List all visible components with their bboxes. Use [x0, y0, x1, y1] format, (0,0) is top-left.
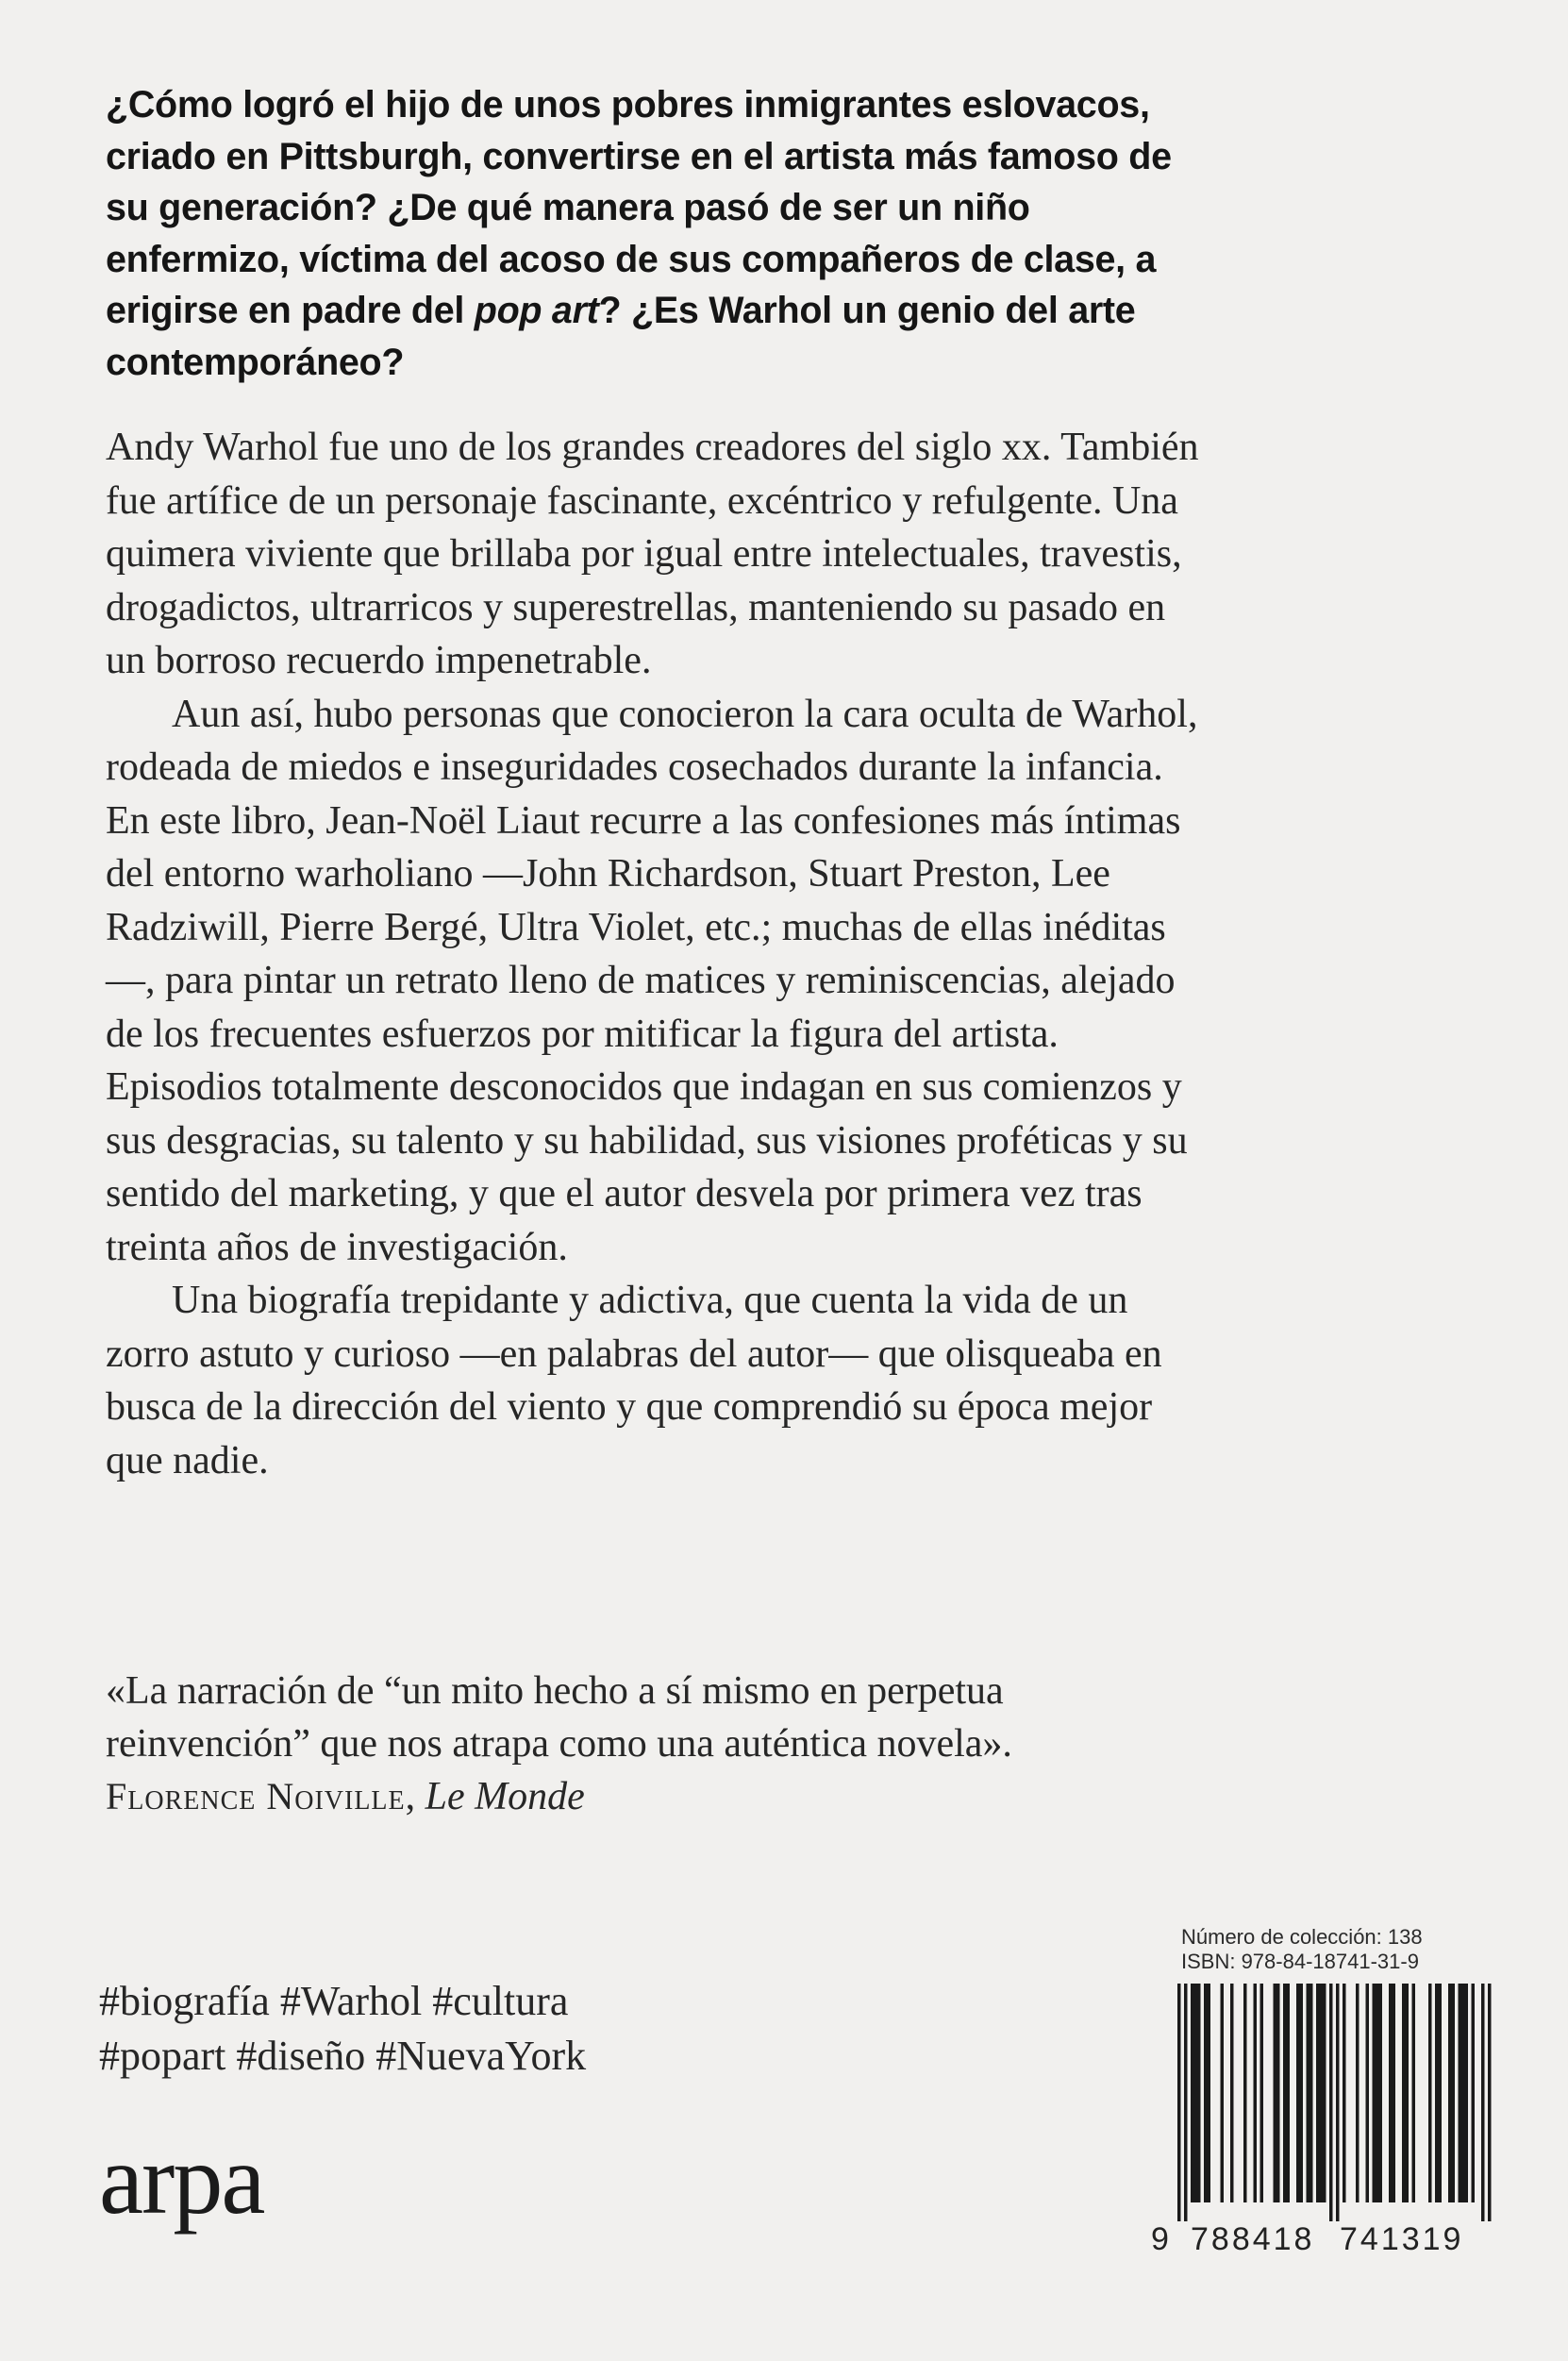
barcode-bar [1459, 1984, 1462, 2202]
press-quote [106, 1665, 1200, 1823]
barcode-bar [1283, 1984, 1287, 2202]
hashtags-line-1: #biografía #Warhol #cultura [99, 1978, 569, 2024]
quote-separator: , [405, 1775, 425, 1818]
barcode-bar [1448, 1984, 1452, 2202]
quote-author: Florence Noiville [106, 1775, 406, 1817]
barcode-bar [1254, 1984, 1258, 2202]
barcode-bar [1488, 1984, 1492, 2221]
barcode-bar [1428, 1984, 1432, 2202]
barcode-bar [1461, 1984, 1465, 2202]
barcode-bar [1208, 1984, 1211, 2202]
barcode-block [1151, 1925, 1502, 2257]
collection-number: Número de colección: 138 [1181, 1925, 1423, 1949]
barcode-bar [1230, 1984, 1234, 2202]
barcode-bar [1260, 1984, 1264, 2202]
barcode-bar [1309, 1984, 1313, 2202]
barcode-bar [1316, 1984, 1320, 2202]
barcode-bar [1323, 1984, 1326, 2202]
barcode-bar [1329, 1984, 1333, 2221]
quote-attribution [106, 1770, 1200, 1823]
barcode-bar [1465, 1984, 1469, 2202]
barcode-bar [1376, 1984, 1379, 2202]
barcode-bar [1402, 1984, 1406, 2202]
barcode-bar [1373, 1984, 1376, 2202]
barcode-bar [1412, 1984, 1416, 2202]
barcode-bar [1320, 1984, 1324, 2202]
barcode-bar [1435, 1984, 1439, 2202]
barcode-bar [1274, 1984, 1277, 2202]
barcode-bar [1336, 1984, 1340, 2221]
barcode-bar [1221, 1984, 1225, 2202]
barcode-bar [1439, 1984, 1443, 2202]
publisher-logo: arpa [99, 2124, 264, 2235]
synopsis [106, 421, 1200, 1487]
barcode-bar [1356, 1984, 1359, 2202]
lead-question [106, 79, 1181, 388]
quote-text: «La narración de “un mito hecho a sí mismo en perpetua reinvención” que nos atrapa como una auténtica novela». [106, 1669, 1012, 1766]
synopsis-paragraph-3: Una biografía trepidante y adictiva, que cuenta la vida de un zorro astuto y curioso —en palabras del autor— que olisqueaba en busca de la dirección del viento y que comprendió su época mejor que nadie. [106, 1279, 1162, 1482]
barcode-bar [1287, 1984, 1291, 2202]
barcode-bar [1406, 1984, 1410, 2202]
barcode-bar [1191, 1984, 1194, 2202]
barcode-digits-left: 788418 [1191, 2221, 1315, 2257]
barcode-bar [1300, 1984, 1304, 2202]
isbn-text: ISBN: 978-84-18741-31-9 [1181, 1950, 1419, 1973]
barcode-bar [1184, 1984, 1188, 2221]
barcode-bar [1343, 1984, 1346, 2202]
barcode-bar [1481, 1984, 1485, 2221]
barcode-bar [1197, 1984, 1201, 2202]
synopsis-paragraph-2: Aun así, hubo personas que conocieron la cara oculta de Warhol, rodeada de miedos e inseguridades cosechados durante la infancia. En este libro, Jean-Noël Liaut recurre a las confesiones más íntimas del entorno warholiano —John Richardson, Stuart Preston, Lee Radziwill, Pierre Bergé, Ultra Violet, etc.; muchas de ellas inéditas—, para pintar un retrato lleno de matices y reminiscencias, alejado de los frecuentes esfuerzos por mitificar la figura del artista. Episodios totalmente desconocidos que indagan en sus comienzos y sus desgracias, su talento y su habilidad, sus visiones proféticas y su sentido del marketing, y que el autor desvela por primera vez tras treinta años de investigación. [106, 692, 1198, 1269]
barcode-bar [1307, 1984, 1310, 2202]
lead-italic: pop art [474, 290, 599, 331]
quote-source: Le Monde [425, 1775, 585, 1818]
barcode-bar [1243, 1984, 1247, 2202]
barcode-digits-right: 741319 [1340, 2221, 1464, 2257]
barcode [1151, 1984, 1502, 2257]
barcode-bar [1379, 1984, 1383, 2202]
hashtags [99, 1974, 586, 2084]
barcode-bar [1393, 1984, 1396, 2202]
lead-text-1: ¿Cómo logró el hijo de unos pobres inmigrantes eslovacos, criado en Pittsburgh, convertirse en el artista más famoso de su generación? ¿De qué manera pasó de ser un niño enfermizo, víctima del acoso de sus compañeros de clase, a erigirse en padre del [106, 84, 1172, 331]
hashtags-line-2: #popart #diseño #NuevaYork [99, 2033, 587, 2079]
barcode-bar [1194, 1984, 1198, 2202]
barcode-bar [1204, 1984, 1208, 2202]
barcode-bar [1389, 1984, 1393, 2202]
lead-text-2: ? ¿Es Warhol un genio del arte contemporáneo? [106, 290, 1136, 383]
barcode-bar [1472, 1984, 1476, 2202]
synopsis-paragraph-1: Andy Warhol fue uno de los grandes creadores del siglo xx. También fue artífice de un personaje fascinante, excéntrico y refulgente. Una quimera viviente que brillaba por igual entre intelectuales, travestis, drogadictos, ultrarricos y superestrellas, manteniendo su pasado en un borroso recuerdo impenetrable. [106, 426, 1199, 682]
barcode-bar [1296, 1984, 1300, 2202]
barcode-digit-first: 9 [1151, 2221, 1169, 2257]
barcode-bar [1452, 1984, 1456, 2202]
barcode-bar [1276, 1984, 1280, 2202]
barcode-bar [1177, 1984, 1181, 2221]
barcode-bar [1366, 1984, 1370, 2202]
